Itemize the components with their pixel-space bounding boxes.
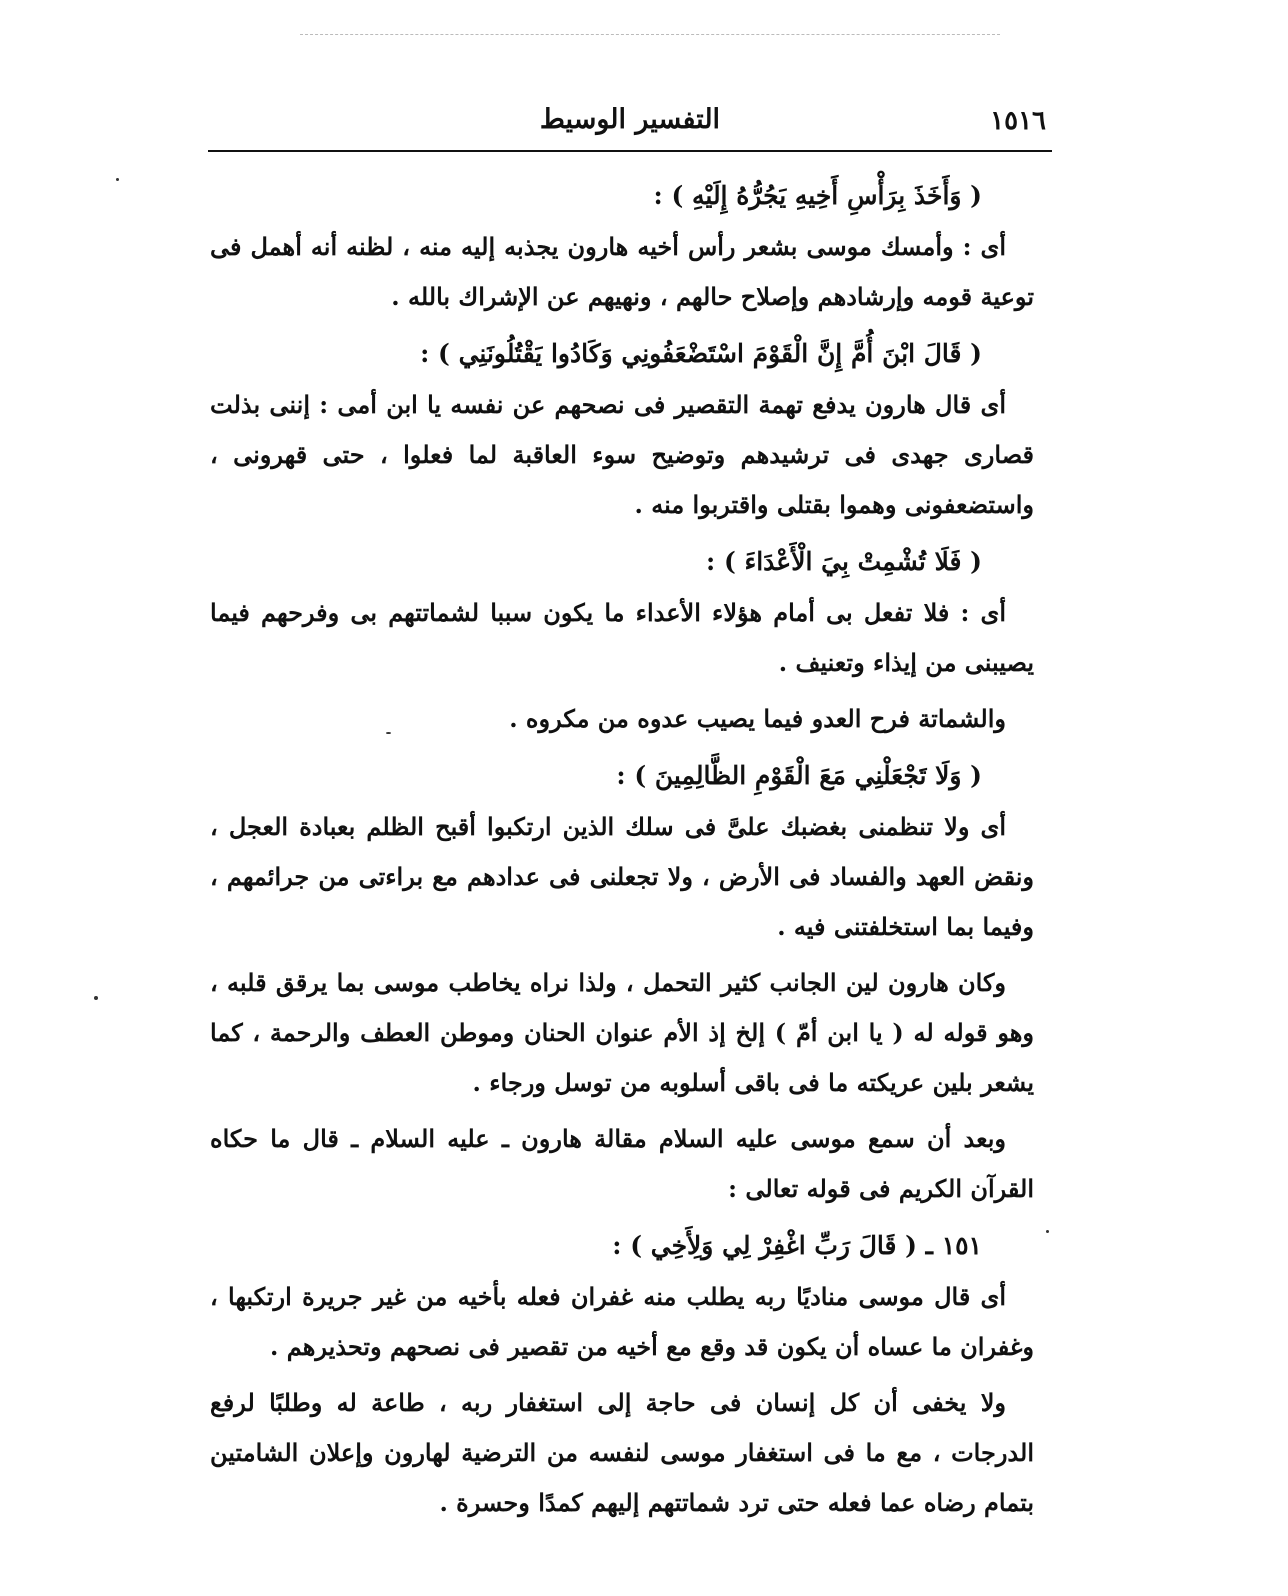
commentary-paragraph: ولا يخفى أن كل إنسان فى حاجة إلى استغفار ربه ، طاعة له وطلبًا لرفع الدرجات ، مع ما فى استغفار موسى لنفسه من الترضية لهارون وإعلان الشامتين بتمام رضاه عما فعله حتى ترد شماتتهم إليهم كمدًا وحسرة . bbox=[210, 1388, 1034, 1517]
commentary-paragraph: أى : فلا تفعل بى أمام هؤلاء الأعداء ما يكون سببا لشماتتهم بى وفرحهم فيما يصيبنى من إيذاء وتعنيف . bbox=[210, 598, 1034, 677]
page-number: ١٥١٦ bbox=[990, 106, 1046, 136]
scan-artifact-line bbox=[300, 34, 1000, 39]
scan-speck bbox=[116, 178, 119, 181]
quran-verse: ١٥١ ـ ( قَالَ رَبِّ اغْفِرْ لِي وَلِأَخِي ) : bbox=[612, 1231, 982, 1260]
commentary-paragraph: وكان هارون لين الجانب كثير التحمل ، ولذا نراه يخاطب موسى بما يرقق قلبه ، وهو قوله له ( يا ابن أمّ ) إلخ إذ الأم عنوان الحنان وموطن العطف والرحمة ، كما يشعر بلين عريكته ما فى باقى أسلوبه من توسل ورجاء . bbox=[210, 968, 1034, 1097]
commentary-paragraph: أى ولا تنظمنى بغضبك علىَّ فى سلك الذين ارتكبوا أقبح الظلم بعبادة العجل ، ونقض العهد والفساد فى الأرض ، ولا تجعلنى فى عدادهم مع براءتى من جرائمهم ، وفيما بما استخلفتنى فيه . bbox=[210, 812, 1034, 941]
scan-speck bbox=[94, 996, 98, 1000]
quran-verse: ( وَأَخَذَ بِرَأْسِ أَخِيهِ يَجُرُّهُ إِلَيْهِ ) : bbox=[653, 181, 982, 210]
commentary-paragraph: والشماتة فرح العدو فيما يصيب عدوه من مكروه . bbox=[509, 704, 1006, 733]
commentary-paragraph: أى : وأمسك موسى بشعر رأس أخيه هارون يجذبه إليه منه ، لظنه أنه أهمل فى توعية قومه وإرشادهم وإصلاح حالهم ، ونهيهم عن الإشراك بالله . bbox=[210, 232, 1034, 311]
page-header bbox=[208, 104, 1052, 152]
quran-verse: ( فَلَا تُشْمِتْ بِيَ الْأَعْدَاءَ ) : bbox=[706, 547, 982, 576]
quran-verse: ( وَلَا تَجْعَلْنِي مَعَ الْقَوْمِ الظَّالِمِينَ ) : bbox=[616, 761, 982, 790]
commentary-paragraph: أى قال هارون يدفع تهمة التقصير فى نصحهم عن نفسه يا ابن أمى : إننى بذلت قصارى جهدى فى ترشيدهم وتوضيح سوء العاقبة لما فعلوا ، حتى قهرونى ، واستضعفونى وهموا بقتلى واقتربوا منه . bbox=[210, 390, 1034, 519]
commentary-paragraph: وبعد أن سمع موسى عليه السلام مقالة هارون ـ عليه السلام ـ قال ما حكاه القرآن الكريم فى قوله تعالى : bbox=[210, 1124, 1034, 1203]
quran-verse: ( قَالَ ابْنَ أُمَّ إِنَّ الْقَوْمَ اسْتَضْعَفُونِي وَكَادُوا يَقْتُلُونَنِي ) : bbox=[420, 339, 982, 368]
page-body bbox=[210, 170, 1034, 1534]
scan-speck bbox=[1046, 1230, 1049, 1233]
commentary-paragraph: أى قال موسى مناديًا ربه يطلب منه غفران فعله بأخيه من غير جريرة ارتكبها ، وغفران ما عساه أن يكون قد وقع مع أخيه من تقصير فى نصحهم وتحذيرهم . bbox=[210, 1282, 1034, 1361]
book-title: التفسير الوسيط bbox=[539, 104, 721, 135]
scan-speck bbox=[386, 732, 391, 734]
